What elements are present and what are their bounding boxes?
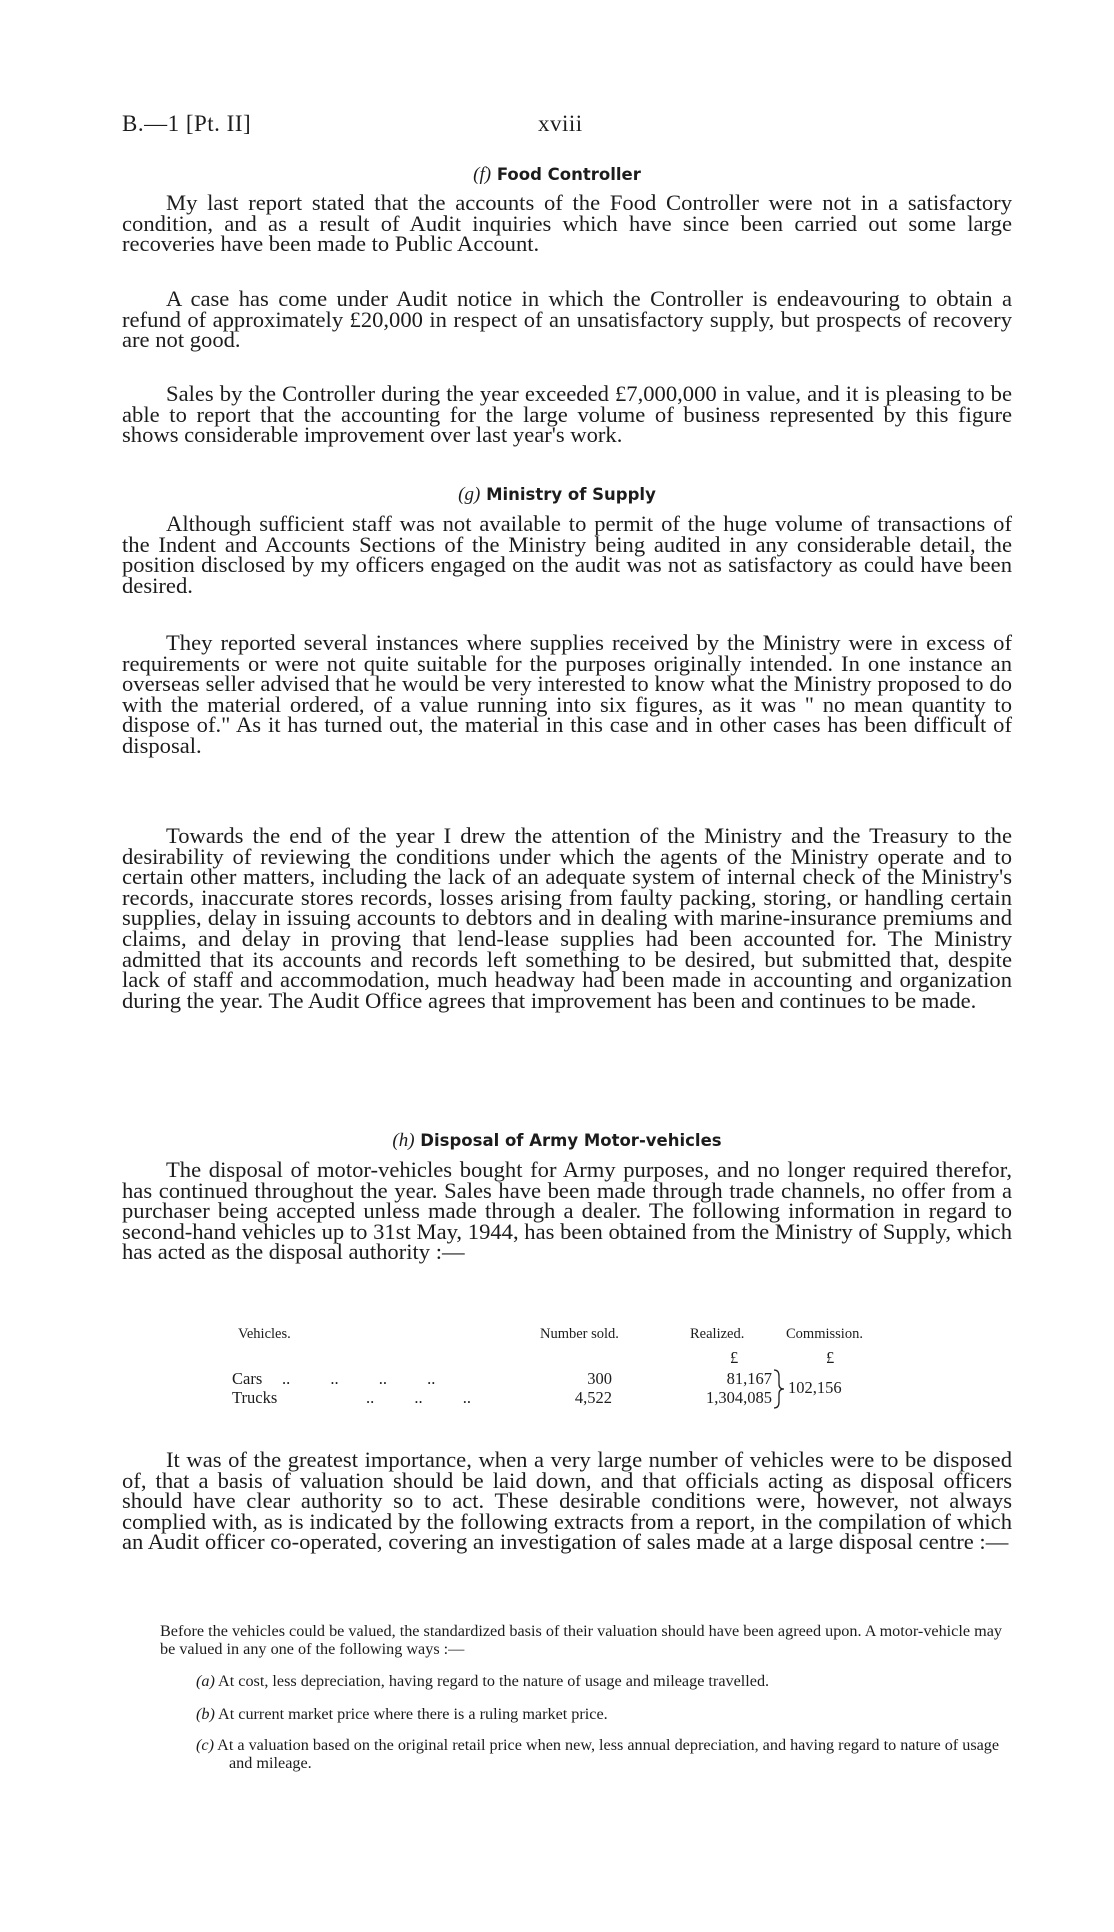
page-header-reference: B.—1 [Pt. II] (122, 111, 252, 136)
extract-list-item (196, 1672, 1002, 1690)
page-number: xviii (538, 111, 583, 136)
paragraph: Sales by the Controller during the year exceeded £7,000,000 in value, and it is pleasing to be able to report that the accounting for the large volume of business represented by this figure shows considerable improvement over last year's work. (122, 381, 1012, 448)
section-heading-disposal-of-army-motor-vehicles (0, 1130, 1114, 1152)
paragraph: Towards the end of the year I drew the attention of the Ministry and the Treasury to the desirability of reviewing the conditions under which the agents of the Ministry operate and to certain other matters, including the lack of an adequate system of internal check of the Ministry's records, inaccurate stores records, losses arising from faulty packing, storing, or handling certain supplies, delay in issuing accounts to debtors and in dealing with marine-insurance premiums and claims, and delay in proving that lend-lease supplies had been accounted for. The Ministry admitted that its accounts and records left something to be desired, but submitted that, despite lack of staff and accommodation, much headway had been made in accounting and organization during the year. The Audit Office agrees that improvement has been and continues to be made. (122, 823, 1012, 1013)
table-header-vehicles: Vehicles. (238, 1326, 291, 1342)
paragraph: The disposal of motor-vehicles bought for Army purposes, and no longer required therefor, has continued throughout the year. Sales have been made through trade channels, no offer from a purchaser being accepted unless made through a dealer. The following information in regard to second-hand vehicles up to 31st May, 1944, has been obtained from the Ministry of Supply, which has acted as the disposal authority :— (122, 1157, 1012, 1265)
section-title: Disposal of Army Motor-vehicles (420, 1131, 722, 1150)
list-item-label: (c) (196, 1736, 214, 1754)
list-item-label: (a) (196, 1672, 215, 1690)
list-item-text: At a valuation based on the original retail price when new, less annual depreciation, and having regard to nature of usage and mileage. (217, 1736, 1000, 1773)
paragraph: My last report stated that the accounts of the Food Controller were not in a satisfactory condition, and as a result of Audit inquiries which have since been carried out some large recoveries have been made to Public Account. (122, 190, 1012, 257)
list-item-text: At cost, less depreciation, having regard to the nature of usage and mileage travelled. (218, 1672, 770, 1690)
section-letter: (f) (473, 164, 492, 185)
table-cell-number-sold: 300 (587, 1369, 612, 1388)
table-cell-vehicle: Cars (232, 1369, 263, 1388)
paragraph: They reported several instances where supplies received by the Ministry were in excess of requirements or were not quite suitable for the purposes originally intended. In one instance an overseas seller advised that he would be very interested to know what the Ministry proposed to do with the material ordered, of a value running into six figures, as it was " no mean quantity to dispose of." As it has turned out, the material in this case and in other cases has been difficult of disposal. (122, 630, 1012, 758)
section-letter: (h) (392, 1130, 415, 1151)
extract-intro: Before the vehicles could be valued, the standardized basis of their valuation should have been agreed upon. A motor-vehicle may be valued in any one of the following ways :— (160, 1622, 1002, 1659)
table-row-leaders: .. .. .. .. (282, 1369, 436, 1388)
table-header-commission: Commission. (786, 1326, 863, 1342)
list-item-label: (b) (196, 1705, 215, 1723)
table-header-number-sold: Number sold. (540, 1326, 619, 1342)
vehicle-sales-table (0, 1320, 1114, 1410)
list-item-text: At current market price where there is a ruling market price. (218, 1705, 608, 1723)
right-brace-icon (772, 1368, 786, 1410)
table-cell-number-sold: 4,522 (574, 1388, 612, 1407)
paragraph: Although sufficient staff was not available to permit of the huge volume of transactions of the Indent and Accounts Sections of the Ministry being audited in any considerable detail, the position disclosed by my officers engaged on the audit was not as satisfactory as could have been desired. (122, 511, 1012, 598)
section-title: Ministry of Supply (486, 485, 656, 504)
table-header-realized: Realized. (690, 1326, 745, 1342)
table-cell-realized: 81,167 (726, 1369, 772, 1388)
table-row-leaders: .. .. .. (366, 1388, 471, 1407)
table-cell-vehicle: Trucks (232, 1388, 278, 1407)
section-title: Food Controller (496, 165, 641, 184)
section-heading-ministry-of-supply (0, 484, 1114, 506)
table-unit-commission: £ (826, 1348, 835, 1367)
paragraph: It was of the greatest importance, when a very large number of vehicles were to be disposed of, that a basis of valuation should be laid down, and that officials acting as disposal officers should have clear authority so to act. These desirable conditions were, however, not always complied with, as is indicated by the following extracts from a report, in the compilation of which an Audit officer co-operated, covering an investigation of sales made at a large disposal centre :— (122, 1447, 1012, 1555)
section-letter: (g) (458, 484, 481, 505)
extract-list-item (196, 1705, 1002, 1723)
section-heading-food-controller (0, 164, 1114, 186)
table-cell-commission-total: 102,156 (788, 1378, 842, 1397)
table-unit-realized: £ (730, 1348, 739, 1367)
extract-list-item (196, 1736, 1002, 1773)
paragraph: A case has come under Audit notice in which the Controller is endeavouring to obtain a refund of approximately £20,000 in respect of an unsatisfactory supply, but prospects of recovery are not good. (122, 286, 1012, 353)
table-cell-realized: 1,304,085 (706, 1388, 772, 1407)
